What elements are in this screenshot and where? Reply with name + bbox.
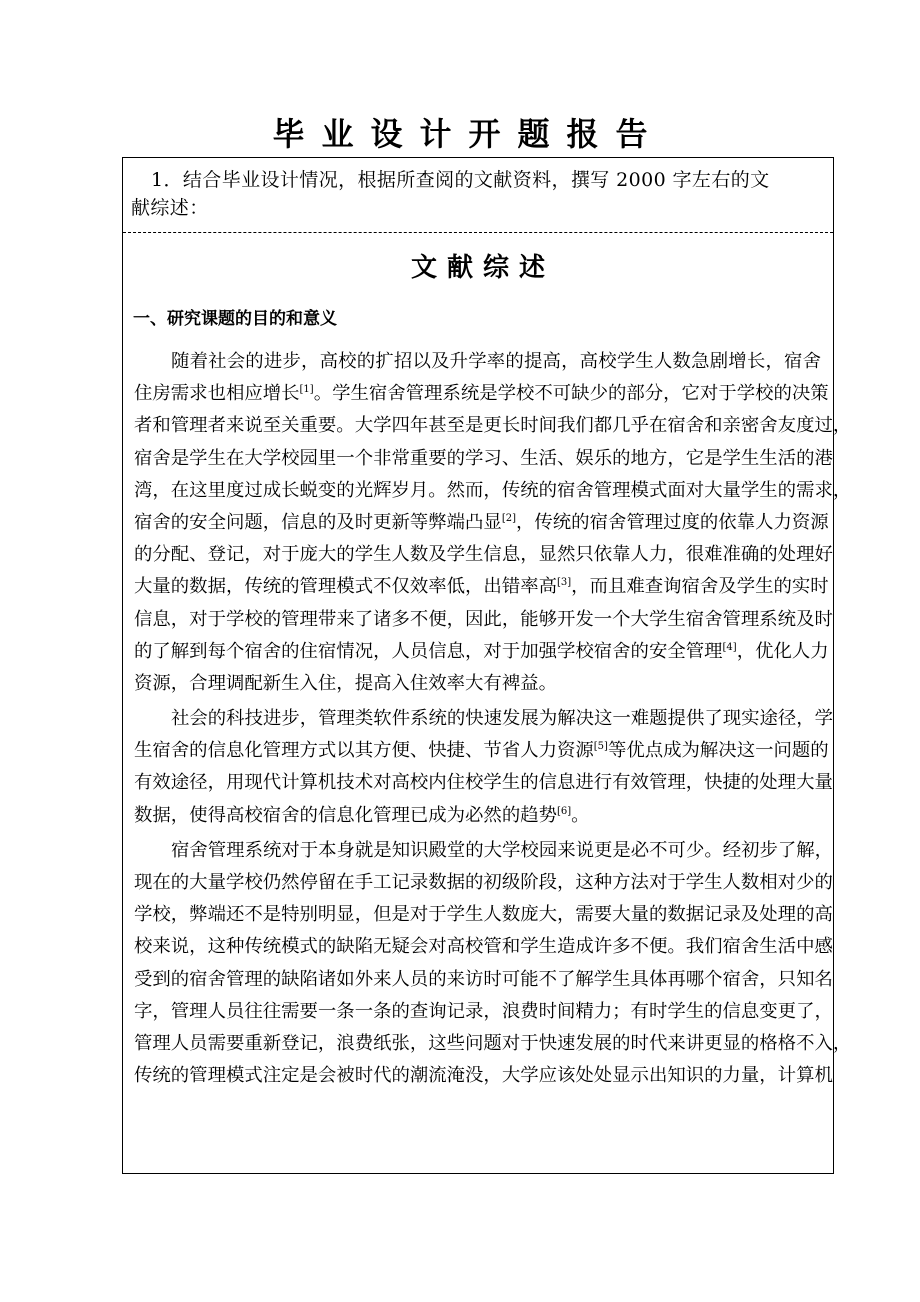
- text-run: 校来说，这种传统模式的缺陷无疑会对高校管和学生造成许多不便。我们宿舍生活中感: [134, 936, 833, 958]
- text-run: 数据，使得高校宿舍的信息化管理已成为必然的趋势: [134, 804, 557, 826]
- text-run: 生宿舍的信息化管理方式以其方便、快捷、节省人力资源: [134, 740, 594, 762]
- text-line: [123, 410, 852, 442]
- text-run: 管理人员需要重新登记，浪费纸张，这些问题对于快速发展的时代来讲更显的格格不入，: [134, 1032, 852, 1054]
- text-line: [123, 604, 833, 636]
- text-run: 宿舍是学生在大学校园里一个非常重要的学习、生活、娱乐的地方，它是学生生活的港: [134, 447, 833, 469]
- prompt-text: [131, 166, 831, 222]
- text-line: [123, 835, 833, 867]
- text-run: 的了解到每个宿舍的住宿情况，人员信息，对于加强学校宿舍的安全管理: [134, 640, 723, 662]
- text-run: 。学生宿舍管理系统是学校不可缺少的部分，它对于学校的决策: [313, 383, 829, 405]
- text-line: [123, 571, 833, 603]
- citation-ref: [5]: [593, 741, 608, 753]
- text-run: ，优化人力: [736, 640, 829, 662]
- text-line: [123, 539, 833, 571]
- dashed-divider: [123, 232, 833, 233]
- text-run: 随着社会的进步，高校的扩招以及升学率的提高，高校学生人数急剧增长，宿舍: [171, 351, 821, 372]
- text-run: 住房需求也相应增长: [134, 383, 300, 405]
- text-line: [123, 1060, 833, 1092]
- text-line: [123, 964, 833, 996]
- text-line: [123, 507, 833, 539]
- text-run: 资源，合理调配新生入住，提高入住效率大有裨益。: [134, 672, 557, 694]
- text-run: 传统的管理模式注定是会被时代的潮流淹没，大学应该处处显示出知识的力量，计算机: [134, 1065, 833, 1087]
- prompt-line-1: 1．结合毕业设计情况，根据所查阅的文献资料，撰写 2000 字左右的文: [151, 169, 770, 191]
- text-run: 者和管理者来说至关重要。大学四年甚至是更长时间我们都几乎在宿舍和亲密舍友度过，: [134, 415, 852, 437]
- text-line: [123, 735, 833, 767]
- text-run: 受到的宿舍管理的缺陷诸如外来人员的来访时可能不了解学生具体再哪个宿舍，只知名: [134, 968, 833, 990]
- text-line: [123, 767, 833, 799]
- paragraph: [123, 346, 852, 700]
- text-run: ，而且难查询宿舍及学生的实时: [571, 576, 829, 598]
- citation-ref: [1]: [299, 384, 314, 396]
- text-run: 等优点成为解决这一问题的: [607, 740, 829, 762]
- text-line: [123, 1028, 852, 1060]
- paragraph: [123, 835, 852, 1093]
- text-line: [123, 703, 833, 735]
- text-run: 。: [571, 804, 590, 826]
- text-line: [123, 378, 833, 410]
- text-line: [123, 668, 833, 700]
- body-text: [123, 346, 852, 1092]
- text-line: [123, 475, 852, 507]
- text-run: 有效途径，用现代计算机技术对高校内住校学生的信息进行有效管理，快捷的处理大量: [134, 772, 833, 794]
- section-title: 文献综述: [410, 253, 555, 283]
- text-line: [123, 899, 833, 931]
- text-line: [123, 346, 833, 378]
- text-run: 学校，弊端还不是特别明显，但是对于学生人数庞大，需要大量的数据记录及处理的高: [134, 904, 833, 926]
- text-line: [123, 996, 833, 1028]
- text-run: 信息，对于学校的管理带来了诸多不便，因此，能够开发一个大学生宿舍管理系统及时: [134, 608, 833, 630]
- text-run: 字，管理人员往往需要一条一条的查询记录，浪费时间精力；有时学生的信息变更了，: [134, 1000, 833, 1022]
- text-run: 湾，在这里度过成长蜕变的光辉岁月。然而，传统的宿舍管理模式面对大量学生的需求，: [134, 479, 852, 501]
- citation-ref: [4]: [722, 641, 737, 653]
- text-run: ，传统的宿舍管理过度的依靠人力资源: [516, 511, 829, 533]
- document-title: 毕业设计开题报告: [272, 115, 665, 153]
- report-frame: [122, 157, 852, 1174]
- text-line: [123, 867, 833, 899]
- paragraph: [123, 703, 833, 832]
- text-line: [123, 443, 833, 475]
- section-heading: 一、研究课题的目的和意义: [133, 309, 337, 329]
- text-run: 现在的大量学校仍然停留在手工记录数据的初级阶段，这种方法对于学生人数相对少的: [134, 872, 833, 893]
- text-run: 宿舍的安全问题，信息的及时更新等弊端凸显: [134, 511, 502, 533]
- citation-ref: [6]: [557, 805, 572, 817]
- text-line: [123, 931, 833, 963]
- prompt-line-2: 献综述：: [131, 197, 209, 219]
- text-run: 宿舍管理系统对于本身就是知识殿堂的大学校园来说更是必不可少。经初步了解，: [171, 839, 834, 861]
- text-run: 大量的数据，传统的管理模式不仅效率低，出错率高: [134, 576, 557, 598]
- text-run: 的分配、登记，对于庞大的学生人数及学生信息，显然只依靠人力，很难准确的处理好: [134, 544, 833, 566]
- text-line: [123, 800, 833, 832]
- text-line: [123, 636, 833, 668]
- text-run: 社会的科技进步，管理类软件系统的快速发展为解决这一难题提供了现实途径，学: [171, 708, 834, 730]
- citation-ref: [2]: [501, 512, 516, 524]
- citation-ref: [3]: [557, 577, 572, 589]
